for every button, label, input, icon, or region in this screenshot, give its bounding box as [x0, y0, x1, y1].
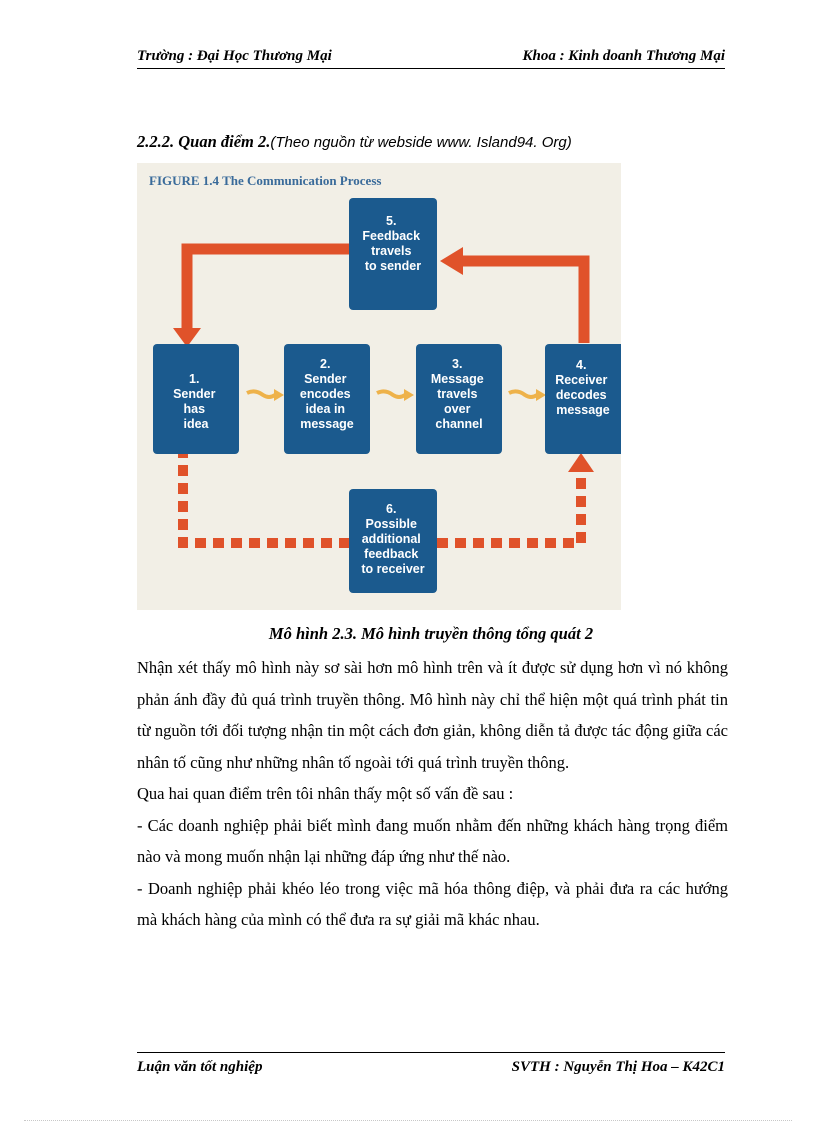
box-1-num: 1.: [189, 372, 200, 386]
box-3-line: over: [444, 402, 471, 416]
box-3-message-travels: [416, 344, 502, 454]
box-6-line: additional: [361, 532, 421, 546]
box-6-line: feedback: [364, 547, 419, 561]
box-2-line: idea in: [305, 402, 346, 416]
box-6-possible-additional-feedback: [349, 489, 437, 593]
box-3-line: Message: [430, 372, 484, 386]
box-5-line: travels: [371, 244, 412, 258]
figure-title: FIGURE 1.4 The Communication Process: [149, 173, 382, 188]
box-4-line: decodes: [555, 388, 607, 402]
paragraph: - Các doanh nghiệp phải biết mình đang muốn nhằm đến những khách hàng trọng điểm nào và mong muốn nhận lại những đáp ứng như thế nào.: [137, 815, 728, 866]
box-1-line: Sender: [173, 387, 216, 401]
box-2-line: encodes: [299, 387, 351, 401]
box-4-line: message: [556, 403, 610, 417]
communication-process-figure: [137, 163, 621, 610]
section-number-title: 2.2.2. Quan điểm 2.: [137, 132, 271, 151]
box-1-line: has: [183, 402, 206, 416]
footer-student: SVTH : Nguyễn Thị Hoa – K42C1: [511, 1059, 725, 1075]
box-2-line: Sender: [304, 372, 347, 386]
box-1-line: idea: [183, 417, 209, 431]
body-text: [137, 652, 728, 936]
box-6-line: Possible: [365, 517, 417, 531]
footer-thesis: Luận văn tốt nghiệp: [137, 1059, 263, 1075]
box-3-num: 3.: [452, 357, 463, 371]
paragraph: - Doanh nghiệp phải khéo léo trong việc mã hóa thông điệp, và phải đưa ra các hướng mà khách hàng của mình có thể đưa ra sự giải mã khác nhau.: [137, 878, 728, 929]
figure-canvas: [137, 163, 621, 610]
box-5-feedback-travels: [349, 198, 437, 310]
box-2-line: message: [300, 417, 354, 431]
box-6-line: to receiver: [361, 562, 425, 576]
box-3-line: channel: [435, 417, 483, 431]
figure-caption: Mô hình 2.3. Mô hình truyền thông tổng quát 2: [268, 624, 594, 643]
box-3-line: travels: [437, 387, 478, 401]
paragraph: Qua hai quan điểm trên tôi nhân thấy một số vấn đề sau :: [137, 784, 514, 803]
section-source: (Theo nguồn từ webside www. Island94. Org): [270, 134, 572, 151]
box-6-num: 6.: [386, 502, 397, 516]
box-5-line: Feedback: [362, 229, 421, 243]
box-2-sender-encodes: [284, 344, 370, 454]
box-5-line: to sender: [364, 259, 422, 273]
section-heading: [137, 132, 572, 152]
page-footer: [137, 1052, 725, 1079]
box-4-receiver-decodes: [545, 344, 621, 454]
paragraph: Nhận xét thấy mô hình này sơ sài hơn mô hình trên và ít được sử dụng hơn vì nó không phản ánh đầy đủ quá trình truyền thông. Mô hình này chỉ thể hiện một quá trình phát tin từ nguồn tới đối tượng nhận tin một cách đơn giản, không diễn tả được tác động giữa các nhân tố cũng như những nhân tố ngoài tới quá trình truyền thông.: [137, 658, 728, 772]
box-4-num: 4.: [576, 358, 587, 372]
box-5-num: 5.: [386, 214, 397, 228]
header-school: Trường : Đại Học Thương Mại: [137, 48, 332, 64]
page-header: [137, 48, 725, 69]
page-edge-divider: [24, 1120, 792, 1121]
box-4-line: Receiver: [555, 373, 608, 387]
box-1-sender-has-idea: [153, 344, 239, 454]
header-faculty: Khoa : Kinh doanh Thương Mại: [522, 48, 725, 64]
box-2-num: 2.: [320, 357, 331, 371]
